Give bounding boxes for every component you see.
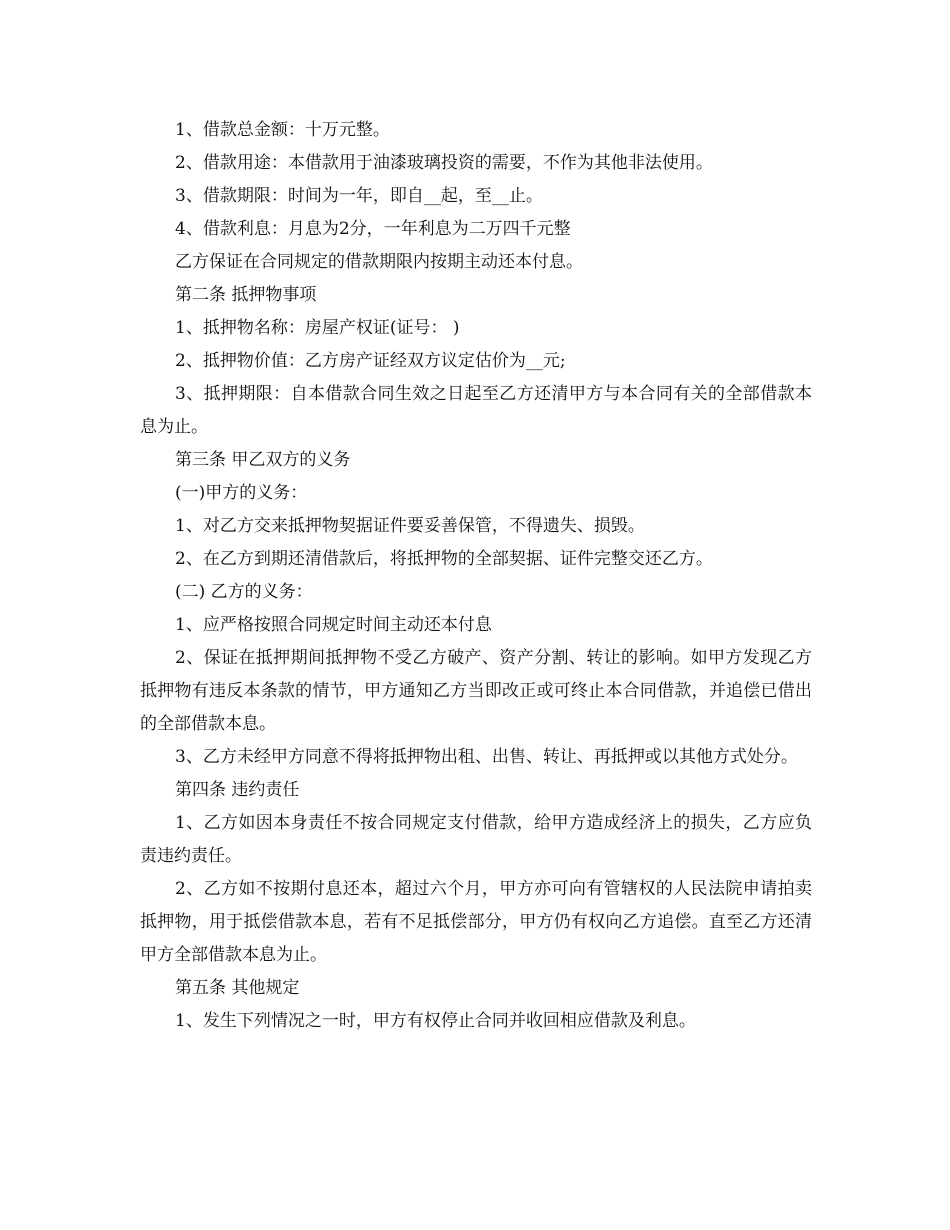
paragraph-breach-1: 1、乙方如因本身责任不按合同规定支付借款，给甲方造成经济上的损失，乙方应负责违约责任。 <box>140 813 812 866</box>
paragraph-loan-amount: 1、借款总金额：十万元整。 <box>175 120 390 140</box>
paragraph-loan-term: 3、借款期限：时间为一年，即自__起，至__止。 <box>175 186 543 206</box>
paragraph-party-b-obligation-1: 1、应严格按照合同规定时间主动还本付息 <box>175 615 492 635</box>
section-heading-article-4: 第四条 违约责任 <box>175 780 300 800</box>
paragraph-loan-interest: 4、借款利息：月息为2分，一年利息为二万四千元整 <box>175 219 571 239</box>
section-heading-article-2: 第二条 抵押物事项 <box>175 285 317 305</box>
paragraph-party-a-obligation-1: 1、对乙方交来抵押物契据证件要妥善保管，不得遗失、损毁。 <box>175 516 645 536</box>
subheading-party-a-obligations: (一)甲方的义务： <box>175 483 308 503</box>
subheading-party-b-obligations: (二) 乙方的义务： <box>175 582 313 602</box>
paragraph-party-b-obligation-3: 3、乙方未经甲方同意不得将抵押物出租、出售、转让、再抵押或以其他方式处分。 <box>175 747 798 767</box>
paragraph-collateral-value: 2、抵押物价值：乙方房产证经双方议定估价为__元; <box>175 351 566 371</box>
paragraph-party-a-obligation-2: 2、在乙方到期还清借款后，将抵押物的全部契据、证件完整交还乙方。 <box>175 549 713 569</box>
paragraph-collateral-term: 3、抵押期限：自本借款合同生效之日起至乙方还清甲方与本合同有关的全部借款本息为止。 <box>140 384 812 437</box>
paragraph-repayment-guarantee: 乙方保证在合同规定的借款期限内按期主动还本付息。 <box>175 252 583 272</box>
paragraph-other-provisions-1: 1、发生下列情况之一时，甲方有权停止合同并收回相应借款及利息。 <box>175 1011 696 1031</box>
section-heading-article-5: 第五条 其他规定 <box>175 978 300 998</box>
paragraph-loan-purpose: 2、借款用途：本借款用于油漆玻璃投资的需要，不作为其他非法使用。 <box>175 153 713 173</box>
paragraph-collateral-name: 1、抵押物名称：房屋产权证(证号： ) <box>175 318 460 338</box>
document-body <box>140 114 812 1038</box>
section-heading-article-3: 第三条 甲乙双方的义务 <box>175 450 351 470</box>
paragraph-party-b-obligation-2: 2、保证在抵押期间抵押物不受乙方破产、资产分割、转让的影响。如甲方发现乙方抵押物有违反本条款的情节，甲方通知乙方当即改正或可终止本合同借款，并追偿已借出的全部借款本息。 <box>140 648 812 734</box>
paragraph-breach-2: 2、乙方如不按期付息还本，超过六个月，甲方亦可向有管辖权的人民法院申请拍卖抵押物，用于抵偿借款本息，若有不足抵偿部分，甲方仍有权向乙方追偿。直至乙方还清甲方全部借款本息为止。 <box>140 879 812 965</box>
